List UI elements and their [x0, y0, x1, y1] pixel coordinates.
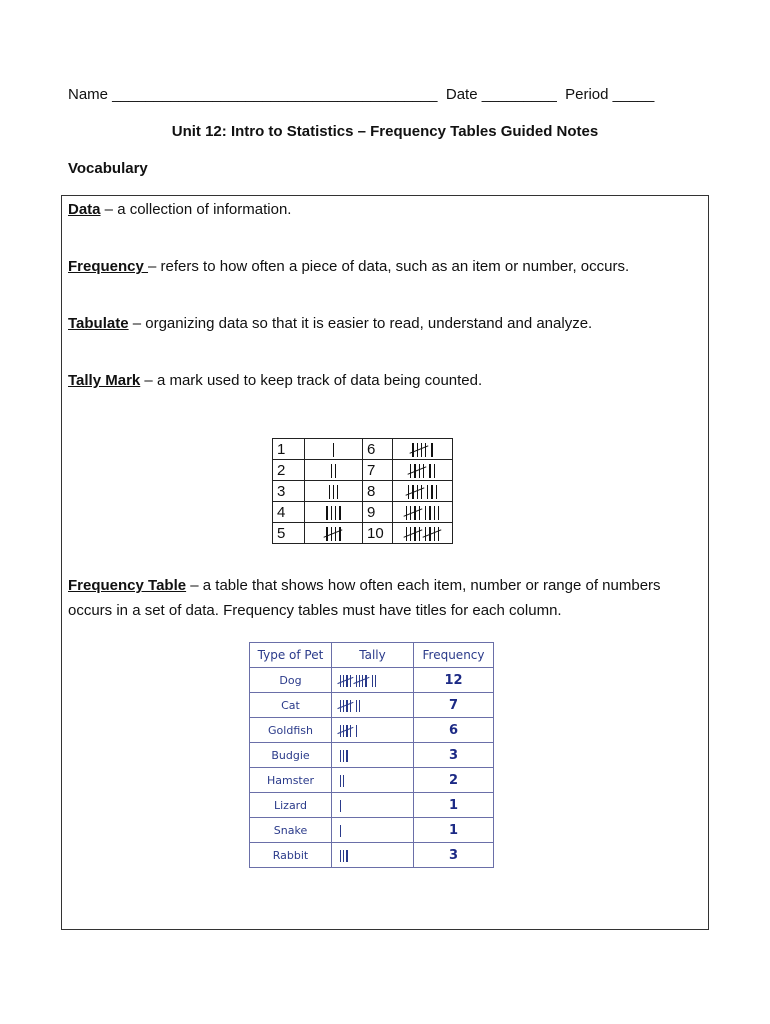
- definition-text: – organizing data so that it is easier to read, understand and analyze.: [128, 315, 593, 332]
- tally-number: 1: [273, 439, 305, 460]
- pet-frequency: 12: [414, 668, 494, 693]
- column-header-tally: Tally: [332, 643, 414, 668]
- tally-glyph: [331, 463, 337, 479]
- table-row: [250, 693, 494, 718]
- pet-frequency: 2: [414, 768, 494, 793]
- pet-frequency: 3: [414, 843, 494, 868]
- tally-marks: [393, 460, 453, 481]
- pet-name: Snake: [250, 818, 332, 843]
- tally-glyph: [340, 673, 376, 689]
- definition-tabulate: [68, 311, 698, 336]
- term-tabulate: Tabulate: [68, 315, 129, 332]
- tally-marks: [393, 439, 453, 460]
- tally-number: 3: [273, 481, 305, 502]
- tally-marks: [393, 502, 453, 523]
- tally-glyph: [406, 505, 439, 521]
- table-header-row: [250, 643, 494, 668]
- tally-marks: [393, 481, 453, 502]
- definition-text: – a collection of information.: [100, 201, 292, 218]
- term-frequency-table: Frequency Table: [68, 577, 187, 594]
- tally-marks: [393, 523, 453, 544]
- tally-number: 7: [363, 460, 393, 481]
- pet-tally: [332, 768, 414, 793]
- definition-text: – refers to how often a piece of data, such as an item or number, occurs.: [148, 258, 630, 275]
- pet-frequency-table: [249, 642, 494, 868]
- tally-glyph: [412, 442, 432, 458]
- term-data: Data: [68, 201, 101, 218]
- pet-name: Cat: [250, 693, 332, 718]
- tally-marks: [305, 523, 363, 544]
- pet-tally: [332, 843, 414, 868]
- tally-reference-table: [272, 438, 453, 544]
- tally-glyph: [340, 798, 341, 814]
- pet-tally: [332, 818, 414, 843]
- pet-frequency: 7: [414, 693, 494, 718]
- pet-name: Dog: [250, 668, 332, 693]
- definition-tally-mark: [68, 368, 698, 393]
- tally-marks: [305, 481, 363, 502]
- table-row: [250, 818, 494, 843]
- table-row: [250, 668, 494, 693]
- tally-glyph: [340, 748, 348, 764]
- tally-glyph: [340, 773, 344, 789]
- page-title: Unit 12: Intro to Statistics – Frequency Tables Guided Notes: [171, 123, 599, 140]
- tally-number: 9: [363, 502, 393, 523]
- pet-name: Hamster: [250, 768, 332, 793]
- pet-frequency: 1: [414, 793, 494, 818]
- tally-marks: [305, 502, 363, 523]
- section-heading-vocabulary: Vocabulary: [68, 160, 148, 177]
- pet-tally: [332, 793, 414, 818]
- tally-number: 8: [363, 481, 393, 502]
- table-row: [250, 793, 494, 818]
- definition-text: – a mark used to keep track of data being counted.: [140, 372, 483, 389]
- tally-number: 10: [363, 523, 393, 544]
- table-row: [273, 502, 453, 523]
- pet-tally: [332, 743, 414, 768]
- table-row: [273, 460, 453, 481]
- pet-tally: [332, 668, 414, 693]
- tally-glyph: [340, 823, 341, 839]
- tally-glyph: [406, 526, 439, 542]
- table-row: [273, 439, 453, 460]
- tally-number: 6: [363, 439, 393, 460]
- pet-frequency: 1: [414, 818, 494, 843]
- table-row: [273, 523, 453, 544]
- pet-tally: [332, 693, 414, 718]
- pet-name: Rabbit: [250, 843, 332, 868]
- tally-glyph: [326, 505, 340, 521]
- pet-name: Lizard: [250, 793, 332, 818]
- pet-tally: [332, 718, 414, 743]
- definition-text: – a table that shows how often each item, number or range of numbers occurs in a set of data. Frequency tables must have titles for each column.: [68, 577, 661, 619]
- pet-frequency: 6: [414, 718, 494, 743]
- tally-number: 2: [273, 460, 305, 481]
- tally-glyph: [329, 484, 339, 500]
- table-row: [250, 743, 494, 768]
- tally-glyph: [340, 723, 357, 739]
- pet-name: Budgie: [250, 743, 332, 768]
- tally-number: 5: [273, 523, 305, 544]
- pet-frequency: 3: [414, 743, 494, 768]
- column-header-frequency: Frequency: [414, 643, 494, 668]
- tally-glyph: [333, 442, 334, 458]
- definition-data: [68, 197, 698, 222]
- tally-glyph: [408, 484, 437, 500]
- tally-glyph: [340, 848, 348, 864]
- tally-glyph: [326, 526, 340, 542]
- table-row: [273, 481, 453, 502]
- tally-marks: [305, 439, 363, 460]
- tally-marks: [305, 460, 363, 481]
- name-date-period-line: Name _______________________________________ Date _________ Period _____: [68, 86, 655, 103]
- table-row: [250, 718, 494, 743]
- table-row: [250, 843, 494, 868]
- tally-glyph: [410, 463, 435, 479]
- tally-number: 4: [273, 502, 305, 523]
- term-frequency: Frequency: [68, 258, 149, 275]
- term-tally-mark: Tally Mark: [68, 372, 141, 389]
- pet-name: Goldfish: [250, 718, 332, 743]
- definition-frequency: [68, 254, 698, 279]
- definition-frequency-table: [68, 573, 698, 623]
- table-row: [250, 768, 494, 793]
- column-header-type-of-pet: Type of Pet: [250, 643, 332, 668]
- tally-glyph: [340, 698, 360, 714]
